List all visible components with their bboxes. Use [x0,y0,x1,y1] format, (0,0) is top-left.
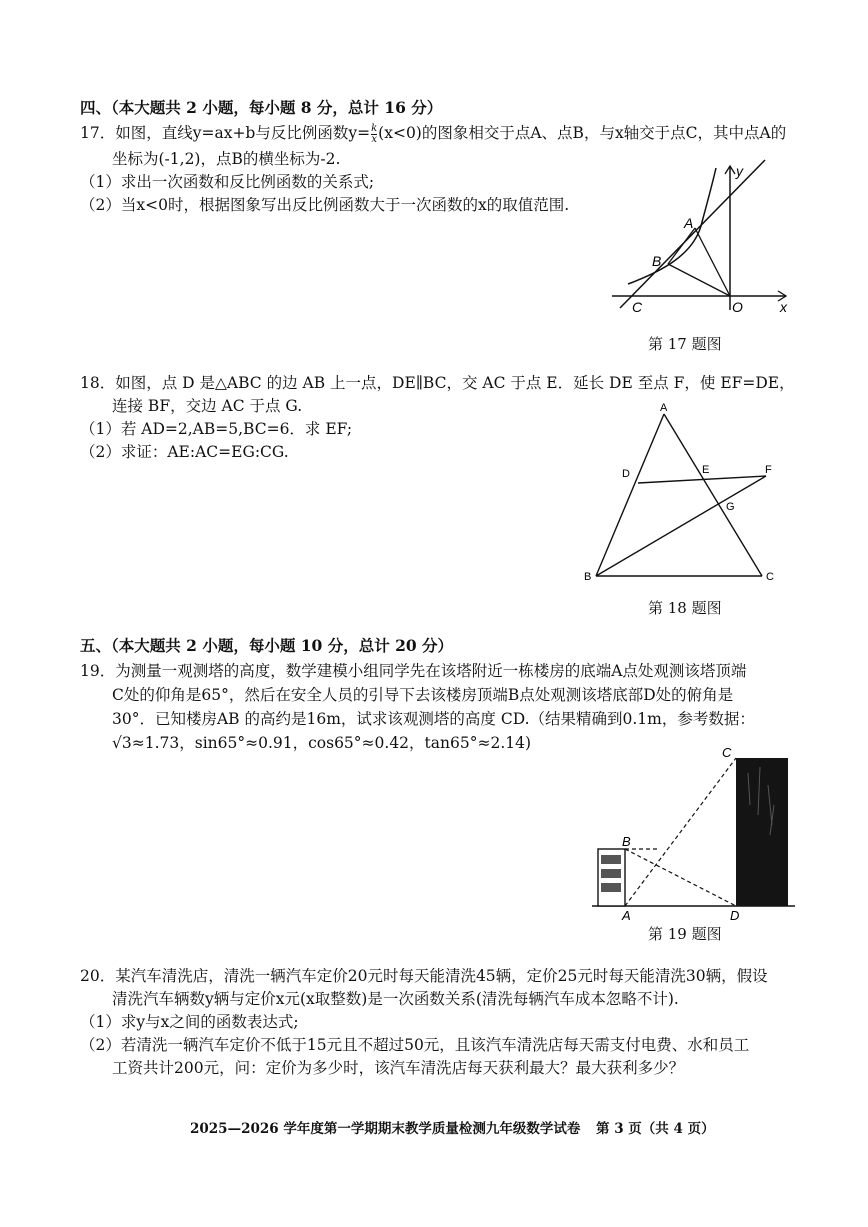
fig19-window-3 [601,883,621,892]
fig18-label-D: D [622,468,630,480]
fig17-label-x: x [780,299,787,315]
q18-part-2: （2）求证：AE:AC=EG:CG. [80,443,289,461]
q19-line-2: C处的仰角是65°，然后在安全人员的引导下去该楼房顶端B点处观测该塔底部D处的俯角是 [112,686,734,704]
fig18-label-F: F [765,464,772,476]
fig18-label-C: C [766,571,774,583]
fig19-label-D: D [730,908,740,923]
fig18-label-A: A [660,402,668,414]
fig19-tower [736,758,788,906]
footer-page-number: 第 3 页（共 4 页） [596,1121,715,1137]
q19-line-3: 30°．已知楼房AB 的高约是16m，试求该观测塔的高度 CD.（结果精确到0.1m，参考数据： [112,710,755,728]
fig19-sight-A-to-C [625,758,736,906]
q17-line-1-end: (x<0)的图象相交于点A、点B，与x轴交于点C，其中点A的 [378,124,787,142]
fig17-label-C: C [632,299,643,315]
fig19-label-B: B [622,834,631,849]
fig18-label-G: G [726,501,735,513]
section-4-heading: 四、（本大题共 2 小题，每小题 8 分，总计 16 分） [80,98,443,117]
figure-18 [580,400,780,590]
fig17-segment-BO [668,264,730,296]
fig17-segment-AO [695,228,730,296]
fig19-window-1 [601,855,621,864]
fig19-sight-B-to-D [625,849,736,906]
q19-line-1: 19．为测量一观测塔的高度，数学建模小组同学先在该塔附近一栋楼房的底端A点处观测该塔顶端 [80,662,747,680]
q17-part-1: （1）求出一次函数和反比例函数的关系式; [80,173,375,191]
fig17-label-B: B [652,253,662,269]
figure-18-caption: 第 18 题图 [648,599,722,617]
q17-line-1 [80,123,786,145]
figure-19 [590,745,800,925]
q18-part-1: （1）若 AD=2,AB=5,BC=6．求 EF; [80,420,353,438]
figure-17-caption: 第 17 题图 [648,335,722,353]
q17-fraction [371,124,377,145]
fig18-label-E: E [702,464,710,476]
q19-line-4: √3≈1.73，sin65°≈0.91，cos65°≈0.42，tan65°≈2.14) [112,734,532,752]
q17-fraction-numerator: k [371,122,378,134]
q20-part-2-line-2: 工资共计200元，问：定价为多少时，该汽车清洗店每天获利最大？最大获利多少？ [112,1059,685,1077]
figure-19-caption: 第 19 题图 [648,925,722,943]
q20-line-1: 20．某汽车清洗店，清洗一辆汽车定价20元时每天能清洗45辆，定价25元时每天能清洗30辆，假设 [80,967,768,985]
q17-fraction-denominator: x [371,133,377,145]
footer-exam-title: 2025—2026 学年度第一学期期末教学质量检测九年级数学试卷 [190,1121,581,1137]
q20-part-2-line-1: （2）若清洗一辆汽车定价不低于15元且不超过50元，且该汽车清洗店每天需支付电费、水和员工 [80,1036,750,1054]
fig17-linear-function [620,160,765,308]
q17-line-2: 坐标为(-1,2)，点B的横坐标为-2. [112,150,341,168]
q17-part-2: （2）当x<0时，根据图象写出反比例函数大于一次函数的x的取值范围. [80,196,570,214]
q20-part-1: （1）求y与x之间的函数表达式; [80,1013,299,1031]
fig18-label-B: B [584,571,592,583]
fig19-label-A: A [622,908,631,923]
fig17-label-y: y [736,163,743,179]
q18-line-2: 连接 BF，交边 AC 于点 G. [112,397,303,415]
fig19-window-2 [601,869,621,878]
q18-line-1: 18．如图，点 D 是△ABC 的边 AB 上一点，DE∥BC，交 AC 于点 E．延长 DE 至点 F，使 EF=DE， [80,374,795,392]
fig18-side-AB [596,414,664,576]
fig18-segment-BF [596,476,766,576]
section-5-heading: 五、（本大题共 2 小题，每小题 10 分，总计 20 分） [80,636,454,655]
fig17-label-O: O [732,299,743,315]
fig19-label-C: C [722,745,732,760]
figure-17 [600,160,800,320]
fig17-label-A: A [684,215,694,231]
q20-line-2: 清洗汽车辆数y辆与定价x元(x取整数)是一次函数关系(清洗每辆汽车成本忽略不计). [112,990,679,1008]
q17-line-1-start: 17．如图，直线y=ax+b与反比例函数y= [80,124,371,142]
fig18-side-AC [664,414,762,576]
